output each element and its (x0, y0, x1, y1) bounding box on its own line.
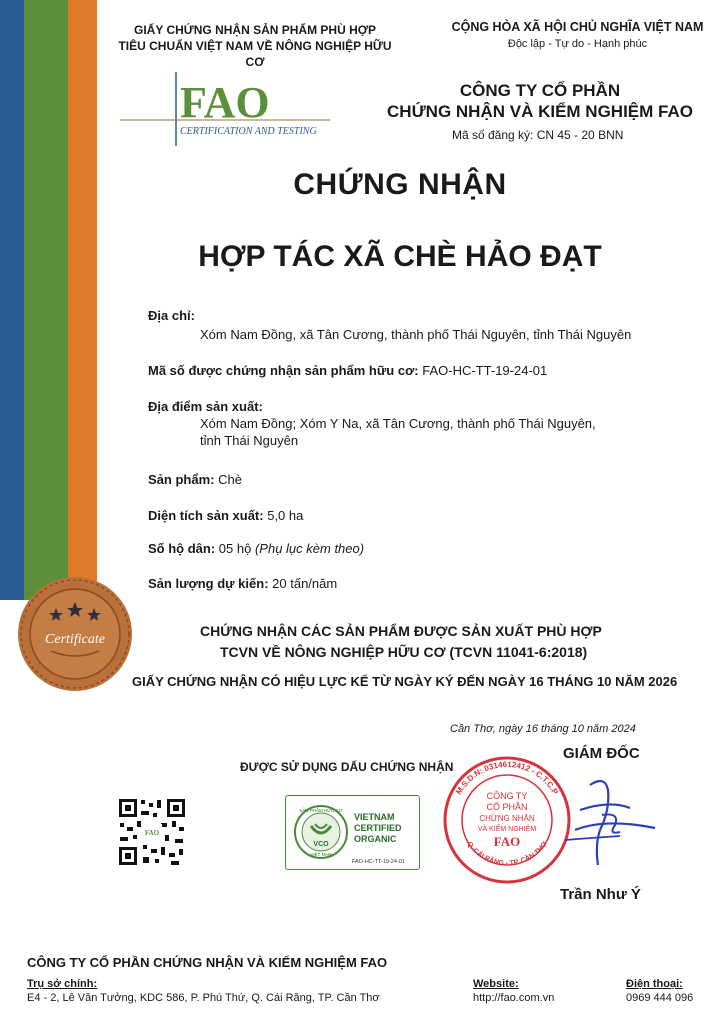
area-value: 5,0 ha (267, 508, 304, 523)
stamp-ring-text: M.S.D.N: 0314612412 - C.T.C.P (454, 759, 560, 797)
hq-label: Trụ sở chính: (27, 978, 98, 990)
organization-name: HỢP TÁC XÃ CHÈ HẢO ĐẠT (198, 240, 602, 273)
organic-badge-text: VCO (313, 841, 329, 848)
organic-leaf-icon (286, 796, 421, 871)
national-header (440, 20, 715, 50)
organic-arc-text: SẢN PHẨM HỮU CƠ (299, 808, 343, 813)
households-label: Số hộ dân: (148, 541, 216, 556)
stamp-line3: CHỨNG NHẬN (479, 814, 535, 823)
stamp-line5: FAO (493, 834, 521, 849)
logo-tagline: CERTIFICATION AND TESTING (180, 126, 317, 137)
header-left-line1: GIẤY CHỨNG NHẬN SẢN PHẨM PHÙ HỢP (134, 23, 376, 37)
stripe-blue (0, 0, 24, 600)
location-value-line1: Xóm Nam Đồng; Xóm Y Na, xã Tân Cương, thành phố Thái Nguyên, (200, 416, 596, 431)
product-label: Sản phẩm: (148, 472, 215, 487)
code-row (148, 362, 547, 379)
header-left-line2: TIÊU CHUẨN VIỆT NAM VỀ NÔNG NGHIỆP HỮU CƠ (118, 39, 392, 69)
households-row (148, 540, 364, 557)
fao-logo-icon (118, 70, 338, 150)
company-line1: CÔNG TY CỔ PHẦN (459, 81, 621, 100)
stamp-ring-bottom-text: Q. CÁI RĂNG - TP. CẦN THƠ (465, 840, 549, 868)
stripe-orange (68, 0, 97, 600)
signing-date: Cần Thơ, ngày 16 tháng 10 năm 2024 (450, 723, 636, 735)
footer-company: CÔNG TY CỔ PHẦN CHỨNG NHẬN VÀ KIỂM NGHIỆM FAO (27, 955, 388, 970)
households-value: 05 hộ (218, 541, 252, 556)
households-note: (Phụ lục kèm theo) (254, 541, 365, 556)
seal-text: Certificate (45, 632, 105, 647)
certificate-type-header (110, 22, 400, 70)
stripe-green (24, 0, 68, 600)
stamp-line2: CỔ PHẦN (486, 802, 528, 812)
qr-logo-text: FAO (144, 829, 160, 837)
company-line2: CHỨNG NHẬN VÀ KIỂM NGHIỆM FAO (387, 102, 693, 121)
location-value-line2: tỉnh Thái Nguyên (200, 433, 299, 448)
location-label: Địa điểm sản xuất: (148, 399, 263, 414)
registration-number: Mã số đăng ký: CN 45 - 20 BNN (452, 128, 624, 142)
qr-code-icon (117, 797, 187, 867)
product-value: Chè (218, 472, 242, 487)
product-row (148, 471, 242, 488)
statement-line2: TCVN VỀ NÔNG NGHIỆP HỮU CƠ (TCVN 11041-6:2018) (220, 644, 588, 660)
stamp-line1: CÔNG TY (486, 791, 528, 801)
logo-letters: FAO (180, 78, 270, 127)
stamp-line4: VÀ KIỂM NGHIỆM (477, 826, 537, 833)
output-label: Sản lượng dự kiến: (148, 576, 269, 591)
area-label: Diện tích sản xuất: (148, 508, 264, 523)
hq-value: E4 - 2, Lê Văn Tưởng, KDC 586, P. Phú Thứ, Q. Cái Răng, TP. Cần Thơ (27, 992, 380, 1004)
phone-value: 0969 444 096 (626, 992, 694, 1004)
address-label: Địa chỉ: (148, 308, 195, 323)
organic-line1: VIETNAM (354, 812, 395, 822)
website-label: Website: (473, 978, 519, 990)
republic-title: CỘNG HÒA XÃ HỘI CHỦ NGHĨA VIỆT NAM (451, 20, 704, 34)
organic-country-text: VIỆT NAM (310, 852, 332, 857)
area-row (148, 507, 303, 524)
signer-position: GIÁM ĐỐC (563, 745, 640, 762)
output-row (148, 575, 337, 592)
organic-certification-mark (285, 795, 420, 870)
organic-line2: CERTIFIED (354, 823, 402, 833)
organic-code: FAO-HC-TT-19-24-01 (352, 859, 405, 865)
code-value: FAO-HC-TT-19-24-01 (422, 363, 548, 378)
signature-icon (560, 770, 670, 880)
output-value: 20 tấn/năm (272, 576, 338, 591)
mark-usage-text: ĐƯỢC SỬ DỤNG DẤU CHỨNG NHẬN (240, 760, 454, 774)
phone-label: Điện thoại: (626, 978, 683, 990)
address-value: Xóm Nam Đồng, xã Tân Cương, thành phố Thái Nguyên, tỉnh Thái Nguyên (200, 327, 632, 342)
national-motto: Độc lập - Tự do - Hạnh phúc (507, 38, 648, 50)
website-link[interactable]: http://fao.com.vn (473, 992, 555, 1004)
statement-line1: CHỨNG NHẬN CÁC SẢN PHẨM ĐƯỢC SẢN XUẤT PHÙ HỢP (200, 623, 602, 639)
code-label: Mã số được chứng nhận sản phẩm hữu cơ: (148, 363, 419, 378)
decorative-stripes (0, 0, 97, 600)
company-stamp-icon (442, 755, 572, 885)
validity-statement: GIẤY CHỨNG NHẬN CÓ HIỆU LỰC KỂ TỪ NGÀY KÝ ĐẾN NGÀY 16 THÁNG 10 NĂM 2026 (132, 674, 678, 689)
signer-name: Trần Như Ý (560, 886, 641, 903)
organic-line3: ORGANIC (354, 834, 397, 844)
certificate-title: CHỨNG NHẬN (293, 168, 507, 201)
company-block (370, 80, 710, 142)
